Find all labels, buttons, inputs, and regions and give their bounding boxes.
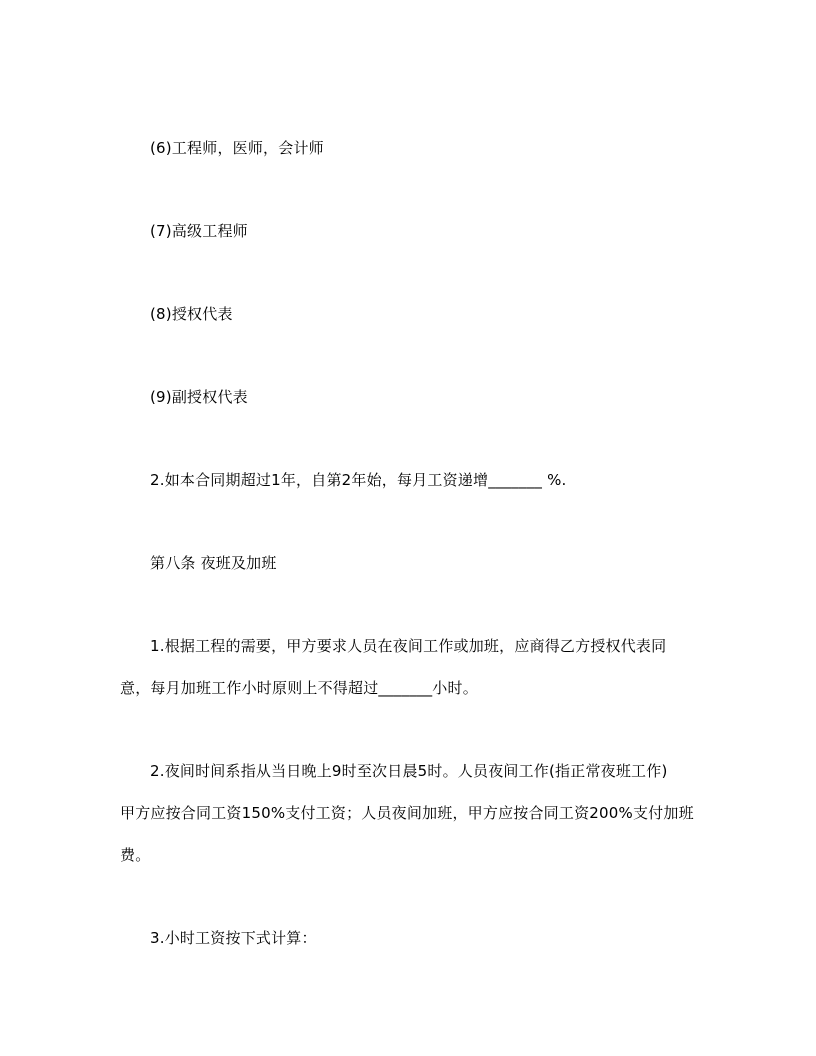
para-1-line-1: 1.根据工程的需要，甲方要求人员在夜间工作或加班，应商得乙方授权代表同 xyxy=(150,637,667,655)
article-8-heading: 第八条 夜班及加班 xyxy=(150,554,277,572)
item-senior-engineer: (7)高级工程师 xyxy=(150,222,248,240)
para-3: 3.小时工资按下式计算： xyxy=(150,929,317,947)
item-engineer-doctor-accountant: (6)工程师，医师，会计师 xyxy=(150,139,324,157)
para-2-line-1: 2.夜间时间系指从当日晚上9时至次日晨5时。人员夜间工作(指正常夜班工作) xyxy=(150,762,668,780)
para-2-line-2: 甲方应按合同工资150%支付工资；人员夜间加班，甲方应按合同工资200%支付加班 xyxy=(120,804,694,822)
item-authorized-representative: (8)授权代表 xyxy=(150,305,233,323)
clause-salary-increase: 2.如本合同期超过1年，自第2年始，每月工资递增_______ %. xyxy=(150,471,567,489)
para-1-line-2: 意，每月加班工作小时原则上不得超过_______小时。 xyxy=(120,679,478,697)
item-deputy-authorized-representative: (9)副授权代表 xyxy=(150,388,248,406)
para-2-line-3: 费。 xyxy=(120,846,151,864)
